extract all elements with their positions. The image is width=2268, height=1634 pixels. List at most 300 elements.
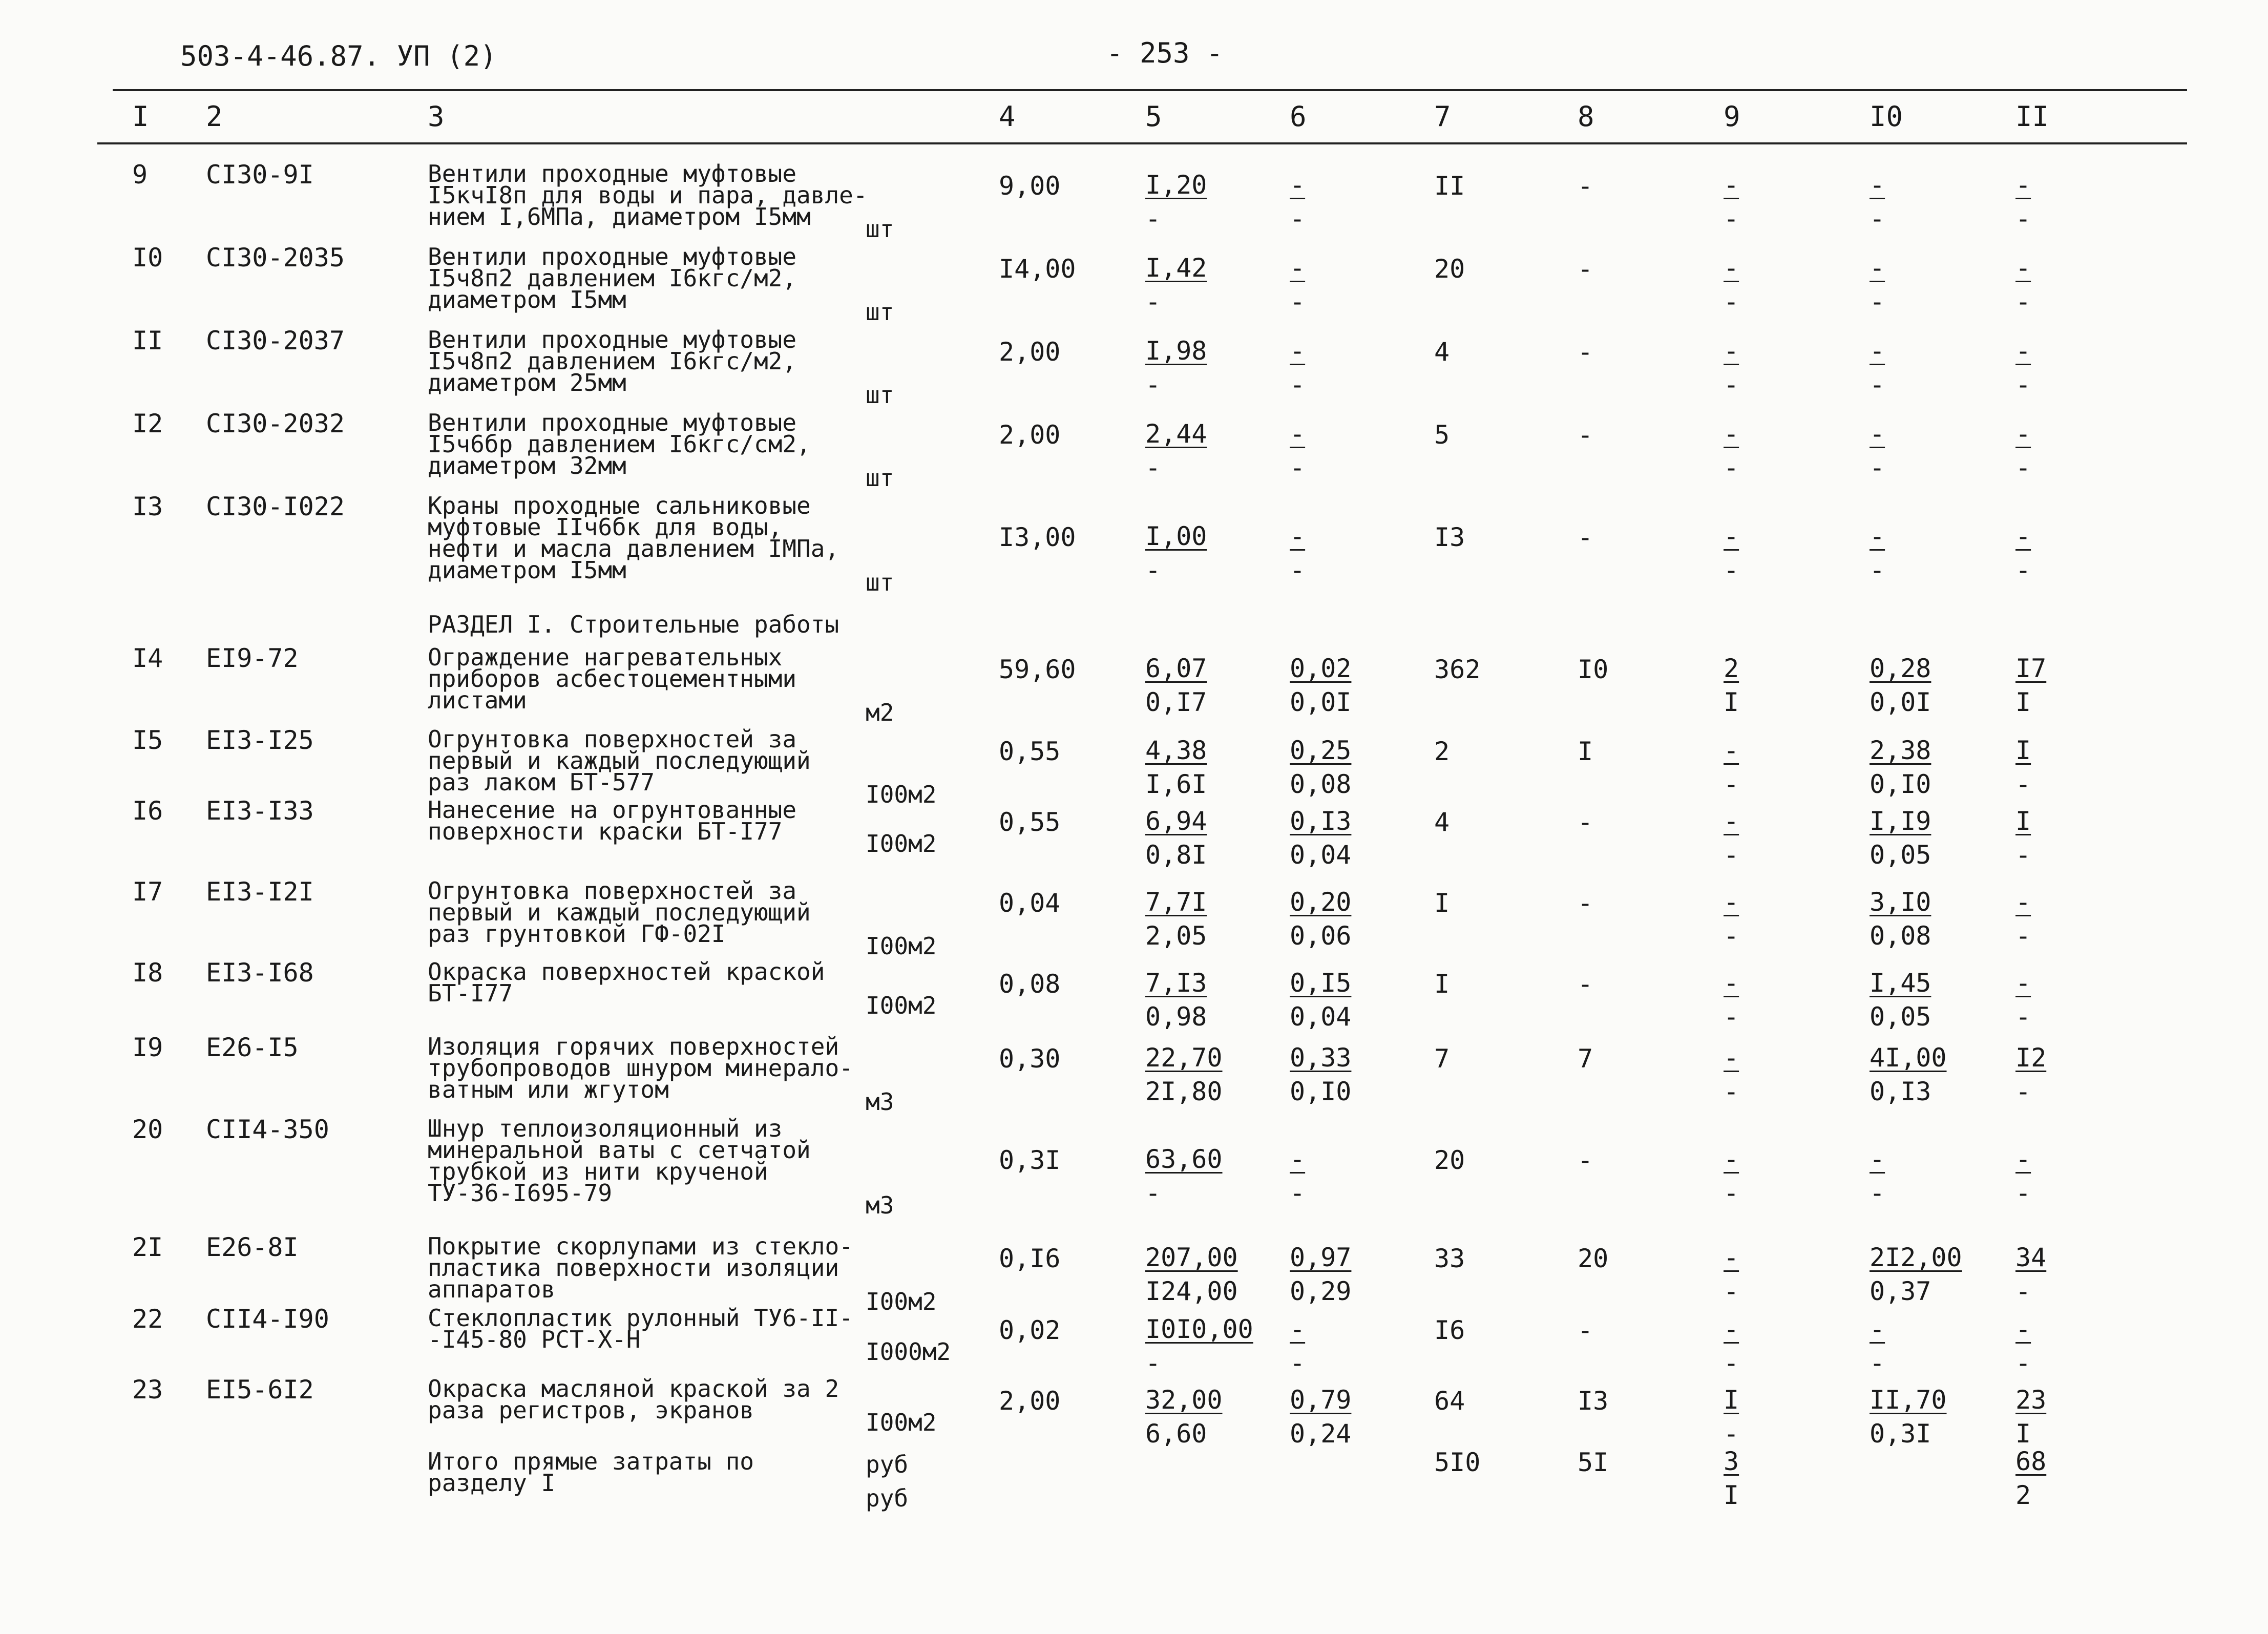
machine-cost bbox=[1724, 168, 1739, 236]
labor-total-top: I7 bbox=[2015, 654, 2047, 683]
total-wages: 20 bbox=[1578, 1244, 1609, 1273]
total-unit: руб bbox=[866, 1484, 909, 1512]
machine-cost bbox=[1724, 417, 1739, 485]
unit-of-measure: I00м2 bbox=[866, 1288, 937, 1315]
section-title: РАЗДЕЛ I. Строительные работы bbox=[428, 611, 839, 638]
labor-total-bottom: - bbox=[2015, 287, 2031, 317]
labor-cost-top: - bbox=[1870, 1314, 1885, 1344]
unit-cost-top: 6,94 bbox=[1145, 806, 1207, 836]
labor-cost-bottom: - bbox=[1870, 453, 1885, 483]
column-header-9: 9 bbox=[1724, 100, 1740, 133]
work-description-line: Огрунтовка поверхностей за bbox=[428, 877, 797, 905]
machine-cost-bottom: - bbox=[1724, 1002, 1739, 1032]
total-cost: I bbox=[1434, 888, 1450, 918]
unit-of-measure: шт bbox=[866, 298, 894, 326]
rate-code: ЕI3-I2I bbox=[206, 877, 314, 907]
doc-code: 503-4-46.87. УП (2) bbox=[180, 40, 497, 72]
work-description-line: Окраска масляной краской за 2 bbox=[428, 1375, 839, 1402]
labor-total bbox=[2015, 519, 2031, 587]
total-cost-sum: 5I0 bbox=[1434, 1448, 1481, 1477]
column-header-5: 5 bbox=[1145, 100, 1162, 133]
rate-code: СII4-I90 bbox=[206, 1304, 329, 1334]
unit-cost-top: 6,07 bbox=[1145, 654, 1207, 683]
machine-cost-top: 2 bbox=[1724, 654, 1739, 683]
row-number: 22 bbox=[132, 1304, 163, 1334]
labor-cost-top: - bbox=[1870, 336, 1885, 366]
total-labor-top: 68 bbox=[2015, 1447, 2047, 1476]
labor-total-bottom: - bbox=[2015, 370, 2031, 400]
total-cost: 33 bbox=[1434, 1244, 1465, 1273]
labor-total-top: - bbox=[2015, 1144, 2031, 1174]
unit-cost-bottom: 2I,80 bbox=[1145, 1077, 1223, 1106]
wage-cost-top: 0,20 bbox=[1290, 887, 1352, 917]
unit-cost-top: I,42 bbox=[1145, 253, 1207, 283]
unit-cost-top: 4,38 bbox=[1145, 736, 1207, 765]
total-labor bbox=[2015, 1444, 2046, 1512]
machine-cost-bottom: - bbox=[1724, 769, 1739, 799]
rate-code: СI30-2037 bbox=[206, 326, 345, 355]
labor-total-bottom: - bbox=[2015, 1077, 2031, 1106]
labor-total-bottom: I bbox=[2015, 687, 2031, 717]
machine-cost-top: - bbox=[1724, 968, 1739, 998]
work-description-line: ватным или жгутом bbox=[428, 1076, 669, 1103]
rate-code: СI30-2035 bbox=[206, 243, 345, 273]
labor-total-bottom: - bbox=[2015, 1002, 2031, 1032]
rate-code: Е26-I5 bbox=[206, 1033, 299, 1062]
wage-cost-top: 0,I3 bbox=[1290, 806, 1352, 836]
labor-cost-bottom: 0,05 bbox=[1870, 1002, 1931, 1032]
row-number: 2I bbox=[132, 1232, 163, 1262]
machine-cost-bottom: - bbox=[1724, 370, 1739, 400]
total-labor-bottom: 2 bbox=[2015, 1480, 2031, 1510]
quantity: I4,00 bbox=[999, 254, 1076, 284]
quantity: 2,00 bbox=[999, 337, 1061, 367]
labor-total-top: - bbox=[2015, 419, 2031, 449]
total-wages: - bbox=[1578, 522, 1593, 552]
labor-cost bbox=[1870, 168, 1885, 236]
work-description-line: I5ч8п2 давлением I6кгс/м2, bbox=[428, 264, 797, 292]
work-description-line: листами bbox=[428, 686, 527, 714]
quantity: 59,60 bbox=[999, 655, 1076, 684]
unit-cost-bottom: 0,I7 bbox=[1145, 687, 1207, 717]
row-number: II bbox=[132, 326, 163, 355]
unit-cost-bottom: 0,8I bbox=[1145, 840, 1207, 870]
unit-cost-top: 22,70 bbox=[1145, 1043, 1223, 1073]
unit-cost bbox=[1145, 1241, 1238, 1308]
work-description-line: нефти и масла давлением IМПа, bbox=[428, 535, 839, 562]
unit-cost-bottom: 6,60 bbox=[1145, 1419, 1207, 1449]
total-wages: - bbox=[1578, 337, 1593, 367]
work-description-line: трубкой из нити крученой bbox=[428, 1158, 768, 1185]
labor-cost-top: - bbox=[1870, 419, 1885, 449]
unit-cost-top: 7,7I bbox=[1145, 887, 1207, 917]
labor-cost bbox=[1870, 1383, 1947, 1451]
unit-of-measure: шт bbox=[866, 569, 894, 596]
machine-cost-top: - bbox=[1724, 736, 1739, 765]
rate-code: ЕI9-72 bbox=[206, 643, 299, 673]
work-description-line: Покрытие скорлупами из стекло- bbox=[428, 1232, 853, 1260]
wage-cost bbox=[1290, 734, 1351, 801]
work-description-line: диаметром 25мм bbox=[428, 369, 626, 396]
total-cost: 20 bbox=[1434, 254, 1465, 284]
labor-cost-bottom: - bbox=[1870, 204, 1885, 234]
labor-cost-bottom: 0,I0 bbox=[1870, 769, 1931, 799]
total-cost: 2 bbox=[1434, 737, 1450, 766]
row-number: I0 bbox=[132, 243, 163, 273]
total-cost: 7 bbox=[1434, 1044, 1450, 1074]
labor-total-top: - bbox=[2015, 336, 2031, 366]
labor-total-top: 34 bbox=[2015, 1243, 2047, 1272]
header-bottom-line bbox=[97, 142, 2187, 144]
total-wages: I0 bbox=[1578, 655, 1609, 684]
labor-cost bbox=[1870, 1312, 1885, 1380]
work-description-line: Вентили проходные муфтовые bbox=[428, 326, 797, 353]
labor-cost bbox=[1870, 334, 1885, 402]
labor-total-bottom: - bbox=[2015, 840, 2031, 870]
total-cost: I3 bbox=[1434, 522, 1465, 552]
labor-cost-bottom: - bbox=[1870, 287, 1885, 317]
machine-cost bbox=[1724, 1241, 1739, 1308]
wage-cost-top: - bbox=[1290, 170, 1306, 200]
column-header-10: I0 bbox=[1870, 100, 1903, 133]
wage-cost bbox=[1290, 804, 1351, 872]
labor-total bbox=[2015, 652, 2046, 719]
rate-code: СI30-I022 bbox=[206, 492, 345, 521]
machine-cost-bottom: - bbox=[1724, 840, 1739, 870]
wage-cost bbox=[1290, 652, 1351, 719]
labor-cost bbox=[1870, 417, 1885, 485]
wage-cost-bottom: - bbox=[1290, 287, 1306, 317]
column-header-2: 2 bbox=[206, 100, 223, 133]
quantity: 0,08 bbox=[999, 969, 1061, 999]
machine-cost bbox=[1724, 885, 1739, 953]
header-top-line bbox=[113, 89, 2187, 91]
wage-cost-bottom: - bbox=[1290, 453, 1306, 483]
total-wages: - bbox=[1578, 1145, 1593, 1175]
work-description-line: минеральной ваты с сетчатой bbox=[428, 1136, 811, 1164]
labor-cost-top: 0,28 bbox=[1870, 654, 1931, 683]
total-cost: I6 bbox=[1434, 1315, 1465, 1345]
wage-cost-bottom: 0,24 bbox=[1290, 1419, 1352, 1449]
unit-cost bbox=[1145, 885, 1207, 953]
work-description-line: диаметром I5мм bbox=[428, 556, 626, 584]
machine-cost-top: - bbox=[1724, 1314, 1739, 1344]
unit-cost-bottom: - bbox=[1145, 287, 1161, 317]
machine-cost bbox=[1724, 251, 1739, 319]
unit-cost-top: I0I0,00 bbox=[1145, 1314, 1253, 1344]
work-description-line: Изоляция горячих поверхностей bbox=[428, 1033, 839, 1060]
machine-cost-top: - bbox=[1724, 806, 1739, 836]
wage-cost bbox=[1290, 1383, 1351, 1451]
labor-cost-bottom: - bbox=[1870, 370, 1885, 400]
unit-cost-bottom: - bbox=[1145, 555, 1161, 585]
row-number: I6 bbox=[132, 796, 163, 826]
labor-total bbox=[2015, 1383, 2046, 1451]
quantity: 0,30 bbox=[999, 1044, 1061, 1074]
work-description-line: Окраска поверхностей краской bbox=[428, 958, 825, 986]
labor-cost-bottom: 0,08 bbox=[1870, 921, 1931, 951]
labor-total bbox=[2015, 168, 2031, 236]
machine-cost-bottom: - bbox=[1724, 1276, 1739, 1306]
machine-cost-bottom: - bbox=[1724, 1178, 1739, 1208]
total-wages-sum: 5I bbox=[1578, 1448, 1609, 1477]
wage-cost-top: 0,97 bbox=[1290, 1243, 1352, 1272]
unit-of-measure: шт bbox=[866, 381, 894, 409]
wage-cost-bottom: 0,08 bbox=[1290, 769, 1352, 799]
labor-total bbox=[2015, 251, 2031, 319]
wage-cost-top: - bbox=[1290, 253, 1306, 283]
total-cost: 20 bbox=[1434, 1145, 1465, 1175]
machine-cost bbox=[1724, 1041, 1739, 1108]
total-description-line: разделу I bbox=[428, 1469, 556, 1497]
rate-code: ЕI3-I33 bbox=[206, 796, 314, 826]
quantity: 2,00 bbox=[999, 1386, 1061, 1416]
work-description-line: Огрунтовка поверхностей за bbox=[428, 725, 797, 753]
work-description-line: поверхности краски БТ-I77 bbox=[428, 818, 783, 845]
wage-cost-top: 0,25 bbox=[1290, 736, 1352, 765]
labor-total bbox=[2015, 804, 2031, 872]
column-header-8: 8 bbox=[1578, 100, 1594, 133]
labor-total-bottom: - bbox=[2015, 921, 2031, 951]
unit-cost-top: I,20 bbox=[1145, 170, 1207, 200]
unit-cost bbox=[1145, 652, 1207, 719]
wage-cost-bottom: - bbox=[1290, 1348, 1306, 1378]
wage-cost-top: 0,79 bbox=[1290, 1385, 1352, 1415]
wage-cost-top: - bbox=[1290, 521, 1306, 551]
machine-cost-bottom: - bbox=[1724, 204, 1739, 234]
unit-cost-top: 32,00 bbox=[1145, 1385, 1223, 1415]
unit-cost bbox=[1145, 334, 1207, 402]
labor-cost-top: I,I9 bbox=[1870, 806, 1931, 836]
wage-cost-bottom: - bbox=[1290, 1178, 1306, 1208]
unit-of-measure: шт bbox=[866, 464, 894, 492]
unit-cost bbox=[1145, 1312, 1253, 1380]
machine-cost-top: - bbox=[1724, 1243, 1739, 1272]
labor-total bbox=[2015, 417, 2031, 485]
labor-total-bottom: - bbox=[2015, 1348, 2031, 1378]
labor-cost-bottom: - bbox=[1870, 1348, 1885, 1378]
wage-cost bbox=[1290, 417, 1305, 485]
unit-of-measure: м3 bbox=[866, 1088, 894, 1116]
work-description-line: I5кчI8п для воды и пара, давле- bbox=[428, 181, 868, 209]
work-description-line: ТУ-36-I695-79 bbox=[428, 1179, 613, 1207]
labor-cost-top: I,45 bbox=[1870, 968, 1931, 998]
work-description-line: первый и каждый последующий bbox=[428, 747, 811, 774]
labor-total-bottom: - bbox=[2015, 1276, 2031, 1306]
machine-cost bbox=[1724, 652, 1739, 719]
machine-cost-bottom: - bbox=[1724, 555, 1739, 585]
row-number: 23 bbox=[132, 1375, 163, 1405]
work-description-line: Стеклопластик рулонный ТУ6-II- bbox=[428, 1304, 853, 1332]
labor-cost-top: - bbox=[1870, 521, 1885, 551]
unit-cost-bottom: - bbox=[1145, 1178, 1161, 1208]
labor-total bbox=[2015, 885, 2031, 953]
wage-cost-bottom: 0,04 bbox=[1290, 1002, 1352, 1032]
unit-cost-bottom: - bbox=[1145, 370, 1161, 400]
wage-cost-top: - bbox=[1290, 1314, 1306, 1344]
quantity: 0,55 bbox=[999, 807, 1061, 837]
labor-total-bottom: - bbox=[2015, 769, 2031, 799]
wage-cost-bottom: - bbox=[1290, 370, 1306, 400]
work-description-line: муфтовые IIч6бк для воды, bbox=[428, 513, 783, 541]
work-description-line: аппаратов bbox=[428, 1275, 556, 1303]
labor-cost-top: 2I2,00 bbox=[1870, 1243, 1962, 1272]
labor-total-top: 23 bbox=[2015, 1385, 2047, 1415]
unit-of-measure: м3 bbox=[866, 1191, 894, 1219]
work-description-line: раз лаком БТ-577 bbox=[428, 768, 655, 796]
work-description-line: Ограждение нагревательных bbox=[428, 643, 783, 671]
wage-cost-bottom: - bbox=[1290, 204, 1306, 234]
labor-total-bottom: - bbox=[2015, 555, 2031, 585]
wage-cost-top: - bbox=[1290, 1144, 1306, 1174]
wage-cost bbox=[1290, 168, 1305, 236]
labor-cost-top: 3,I0 bbox=[1870, 887, 1931, 917]
quantity: 0,55 bbox=[999, 737, 1061, 766]
wage-cost bbox=[1290, 966, 1351, 1034]
unit-cost-top: 207,00 bbox=[1145, 1243, 1238, 1272]
row-number: I4 bbox=[132, 643, 163, 673]
labor-cost-bottom: 0,05 bbox=[1870, 840, 1931, 870]
unit-cost bbox=[1145, 168, 1207, 236]
row-number: I3 bbox=[132, 492, 163, 521]
work-description-line: нием I,6МПа, диаметром I5мм bbox=[428, 203, 811, 231]
labor-total-top: - bbox=[2015, 887, 2031, 917]
work-description-line: раз грунтовкой ГФ-02I bbox=[428, 920, 726, 948]
unit-cost-top: 63,60 bbox=[1145, 1144, 1223, 1174]
labor-total-top: - bbox=[2015, 253, 2031, 283]
labor-cost bbox=[1870, 804, 1931, 872]
labor-total-top: I2 bbox=[2015, 1043, 2047, 1073]
total-cost: 4 bbox=[1434, 807, 1450, 837]
quantity: 0,04 bbox=[999, 888, 1061, 918]
labor-total bbox=[2015, 1241, 2046, 1308]
unit-of-measure: I000м2 bbox=[866, 1338, 951, 1366]
wage-cost bbox=[1290, 519, 1305, 587]
machine-cost-top: - bbox=[1724, 170, 1739, 200]
labor-cost bbox=[1870, 885, 1931, 953]
unit-of-measure: шт bbox=[866, 215, 894, 243]
unit-cost-bottom: - bbox=[1145, 204, 1161, 234]
labor-cost-top: - bbox=[1870, 1144, 1885, 1174]
machine-cost bbox=[1724, 1142, 1739, 1210]
row-number: I8 bbox=[132, 958, 163, 988]
total-wages: - bbox=[1578, 1315, 1593, 1345]
wage-cost-bottom: 0,04 bbox=[1290, 840, 1352, 870]
rate-code: ЕI5-6I2 bbox=[206, 1375, 314, 1405]
wage-cost bbox=[1290, 334, 1305, 402]
row-number: I5 bbox=[132, 725, 163, 755]
total-wages: - bbox=[1578, 171, 1593, 201]
labor-cost bbox=[1870, 1142, 1885, 1210]
rate-code: Е26-8I bbox=[206, 1232, 299, 1262]
unit-cost-top: 7,I3 bbox=[1145, 968, 1207, 998]
quantity: 2,00 bbox=[999, 420, 1061, 450]
wage-cost-bottom: 0,0I bbox=[1290, 687, 1352, 717]
total-machine-cost bbox=[1724, 1444, 1739, 1512]
rate-code: СI30-9I bbox=[206, 160, 314, 190]
unit-cost-top: I,00 bbox=[1145, 521, 1207, 551]
column-header-3: 3 bbox=[428, 100, 445, 133]
total-unit: руб bbox=[866, 1451, 909, 1478]
unit-of-measure: I00м2 bbox=[866, 992, 937, 1019]
labor-total-bottom: - bbox=[2015, 453, 2031, 483]
total-machine-cost-bottom: I bbox=[1724, 1480, 1739, 1510]
column-header-11: II bbox=[2015, 100, 2049, 133]
unit-cost-top: I,98 bbox=[1145, 336, 1207, 366]
unit-cost-bottom: 2,05 bbox=[1145, 921, 1207, 951]
machine-cost-top: - bbox=[1724, 521, 1739, 551]
unit-of-measure: I00м2 bbox=[866, 932, 937, 960]
labor-cost-top: - bbox=[1870, 253, 1885, 283]
wage-cost-bottom: 0,29 bbox=[1290, 1276, 1352, 1306]
machine-cost-bottom: - bbox=[1724, 921, 1739, 951]
wage-cost-top: 0,33 bbox=[1290, 1043, 1352, 1073]
labor-total-top: - bbox=[2015, 170, 2031, 200]
labor-total-top: I bbox=[2015, 806, 2031, 836]
row-number: 20 bbox=[132, 1115, 163, 1144]
work-description-line: Шнур теплоизоляционный из bbox=[428, 1115, 783, 1142]
work-description-line: БТ-I77 bbox=[428, 979, 513, 1007]
labor-cost bbox=[1870, 652, 1931, 719]
total-wages: I3 bbox=[1578, 1386, 1609, 1416]
labor-total bbox=[2015, 334, 2031, 402]
row-number: 9 bbox=[132, 160, 148, 190]
labor-total-bottom: I bbox=[2015, 1419, 2031, 1449]
labor-cost bbox=[1870, 251, 1885, 319]
work-description-line: диаметром 32мм bbox=[428, 452, 626, 479]
page-number: - 253 - bbox=[1106, 37, 1223, 69]
row-number: I7 bbox=[132, 877, 163, 907]
machine-cost-top: - bbox=[1724, 336, 1739, 366]
total-cost: I bbox=[1434, 969, 1450, 999]
unit-cost-bottom: I,6I bbox=[1145, 769, 1207, 799]
unit-cost-bottom: - bbox=[1145, 453, 1161, 483]
machine-cost-top: - bbox=[1724, 419, 1739, 449]
unit-of-measure: I00м2 bbox=[866, 830, 937, 857]
rate-code: ЕI3-I68 bbox=[206, 958, 314, 988]
machine-cost-top: I bbox=[1724, 1385, 1739, 1415]
labor-total bbox=[2015, 966, 2031, 1034]
labor-total bbox=[2015, 734, 2031, 801]
wage-cost-bottom: - bbox=[1290, 555, 1306, 585]
total-wages: - bbox=[1578, 420, 1593, 450]
column-header-6: 6 bbox=[1290, 100, 1307, 133]
quantity: 0,3I bbox=[999, 1145, 1061, 1175]
wage-cost-top: 0,I5 bbox=[1290, 968, 1352, 998]
work-description-line: Краны проходные сальниковые bbox=[428, 492, 811, 519]
work-description-line: Вентили проходные муфтовые bbox=[428, 243, 797, 270]
machine-cost-bottom: - bbox=[1724, 1419, 1739, 1449]
total-cost: 5 bbox=[1434, 420, 1450, 450]
machine-cost-bottom: - bbox=[1724, 1348, 1739, 1378]
total-description-line: Итого прямые затраты по bbox=[428, 1448, 754, 1475]
machine-cost-top: - bbox=[1724, 1144, 1739, 1174]
work-description-line: Вентили проходные муфтовые bbox=[428, 160, 797, 187]
labor-cost-bottom: 0,I3 bbox=[1870, 1077, 1931, 1106]
labor-cost bbox=[1870, 1241, 1962, 1308]
work-description-line: трубопроводов шнуром минерало- bbox=[428, 1054, 853, 1082]
machine-cost-bottom: I bbox=[1724, 687, 1739, 717]
wage-cost-top: - bbox=[1290, 336, 1306, 366]
machine-cost-bottom: - bbox=[1724, 453, 1739, 483]
rate-code: ЕI3-I25 bbox=[206, 725, 314, 755]
unit-cost bbox=[1145, 804, 1207, 872]
total-wages: I bbox=[1578, 737, 1593, 766]
unit-of-measure: I00м2 bbox=[866, 781, 937, 808]
wage-cost-bottom: 0,I0 bbox=[1290, 1077, 1352, 1106]
quantity: 0,I6 bbox=[999, 1244, 1061, 1273]
labor-cost-bottom: 0,37 bbox=[1870, 1276, 1931, 1306]
